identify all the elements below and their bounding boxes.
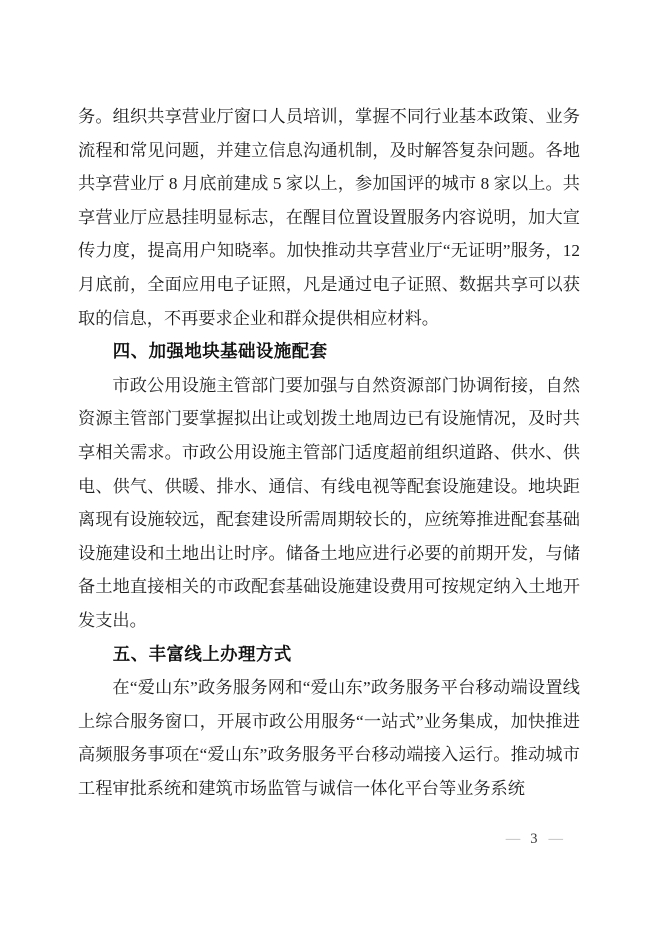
footer-dash-left: — [505,831,520,847]
section-heading-5: 五、丰富线上办理方式 [112,643,292,664]
page-footer [506,830,562,848]
paragraph-section-5: 在“爱山东”政务服务网和“爱山东”政务服务平台移动端设置线上综合服务窗口，开展市政公用服务“一站式”业务集成，加快推进高频服务事项在“爱山东”政务服务平台移动端接入运行。推动城市工程审批系统和建筑市场监管与诚信一体化平台等业务系统 [78,678,580,798]
page-number: 3 [530,831,538,847]
document-content [78,100,580,805]
footer-dash-right: — [548,831,562,847]
paragraph-section-4: 市政公用设施主管部门要加强与自然资源部门协调衔接，自然资源主管部门要掌握拟出让或划拨土地周边已有设施情况，及时共享相关需求。市政公用设施主管部门适度超前组织道路、供水、供电、供气、供暖、排水、通信、有线电视等配套设施建设。地块距离现有设施较远，配套建设所需周期较长的，应统筹推进配套基础设施建设和土地出让时序。储备土地应进行必要的前期开发，与储备土地直接相关的市政配套基础设施建设费用可按规定纳入土地开发支出。 [78,375,580,630]
paragraph-continuation: 务。组织共享营业厅窗口人员培训，掌握不同行业基本政策、业务流程和常见问题，并建立信息沟通机制，及时解答复杂问题。各地共享营业厅 8 月底前建成 5 家以上，参加国评的城市 8 家以上。共享营业厅应悬挂明显标志，在醒目位置设置服务内容说明，加大宣传力度，提高用户知晓率。加快推动共享营业厅“无证明”服务，12 月底前，全面应用电子证照，凡是通过电子证照、数据共享可以获取的信息，不再要求企业和群众提供相应材料。 [78,107,580,328]
section-heading-4: 四、加强地块基础设施配套 [112,341,328,362]
